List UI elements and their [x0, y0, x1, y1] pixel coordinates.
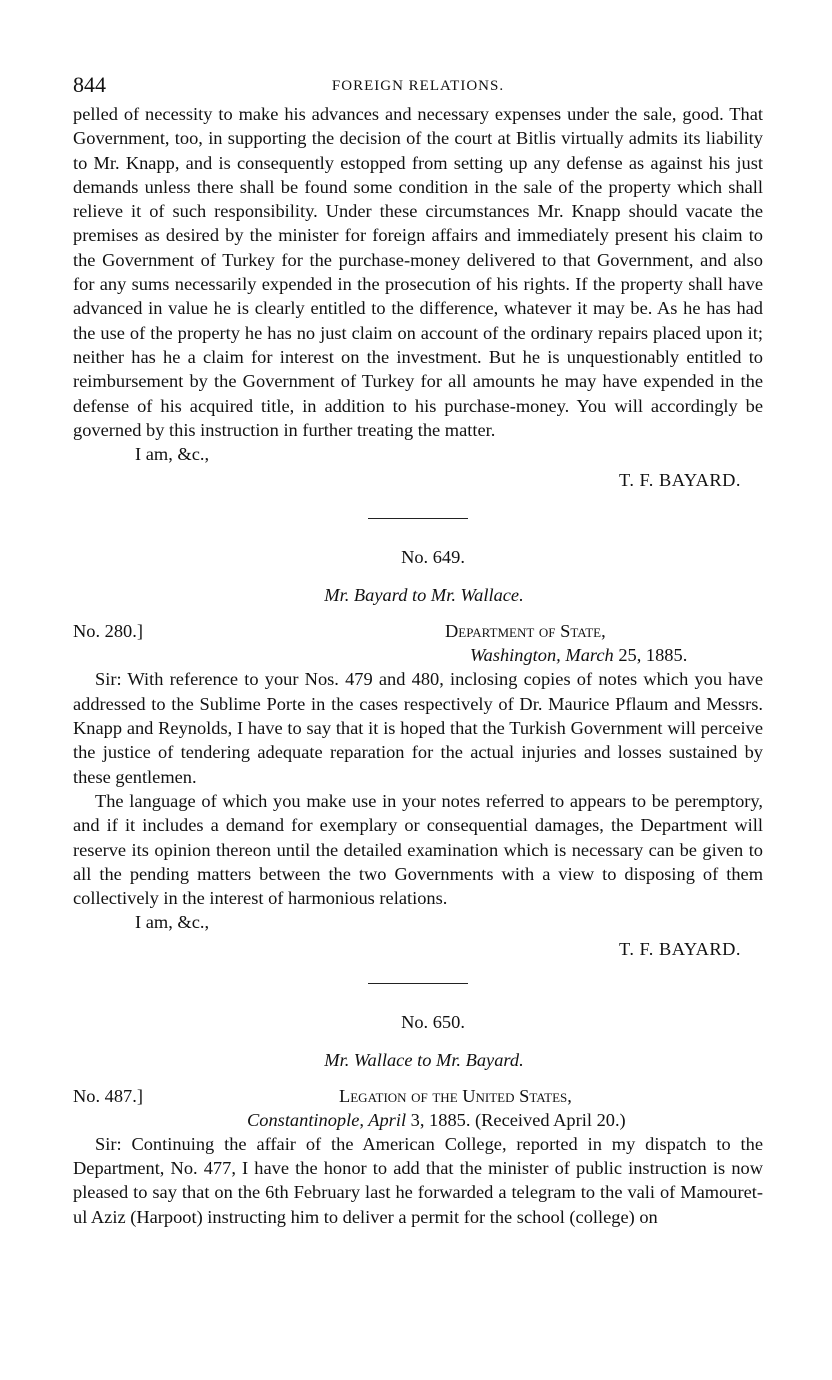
continuation-paragraph: pelled of necessity to make his advances and necessary expenses under the sale, good. That Government, too, in supporting the decision of the court at Bitlis virtually admits its liability to Mr. Knapp, and is consequently estopped from setting up any defense as against his just demands unless there shall be found some condition in the sale of the property which shall relieve it of such responsibility. Under these circumstances Mr. Knapp should vacate the premises as desired by the minister for foreign affairs and immediately present his claim to the Government of Turkey for the purchase-money delivered to that Government, and also for any sums necessarily expended in the prosecution of his rights. If the property shall have advanced in value he is clearly entitled to the difference, whatever it may be. As he has had the use of the property he has no just claim on account of the ordinary repairs placed upon it; neither has he a claim for interest on the investment. But he is unquestionably entitled to reimbursement by the Government of Turkey for all amounts he may have expended in the defense of his acquired title, in addition to his purchase-money. You will accordingly be governed by this instruction in further treating the matter. — [73, 104, 763, 440]
dateline — [73, 1084, 763, 1132]
dispatch-reference: No. 280.] — [73, 621, 143, 642]
document-number: No. 649. — [401, 547, 465, 568]
section-divider — [368, 983, 468, 984]
sender-place: Department of State, — [445, 621, 606, 642]
date-city: Constantinople, April — [247, 1109, 407, 1130]
date-line — [247, 1108, 626, 1132]
running-head — [73, 68, 763, 102]
closing-salutation: I am, &c., — [135, 912, 210, 933]
letter-paragraph: The language of which you make use in your notes referred to appears to be peremptory, and if it includes a demand for exemplary or consequential damages, the Department will reserve its opinion thereon until the detailed examination which is necessary can be given to all the pending matters between the two Governments with a view to disposing of them collectively in the interest of harmonious relations. — [73, 790, 763, 909]
dateline — [73, 619, 763, 667]
dispatch-reference: No. 487.] — [73, 1085, 143, 1106]
letter-paragraph: Sir: Continuing the affair of the American College, reported in my dispatch to the Department, No. 477, I have the honor to add that the minister of public instruction is now pleased to say that on the 6th February last he forwarded a telegram to the vali of Mamouret-ul Aziz (Harpoot) instructing him to deliver a permit for the school (college) on — [73, 1133, 763, 1227]
sender-place: Legation of the United States, — [339, 1085, 572, 1106]
signature: T. F. BAYARD. — [618, 470, 741, 491]
section-divider — [368, 518, 468, 519]
closing-salutation: I am, &c., — [135, 444, 210, 465]
date-city: Washington, March — [470, 645, 614, 666]
document-title: Mr. Wallace to Mr. Bayard. — [324, 1049, 524, 1070]
date-line — [470, 643, 687, 667]
document-title: Mr. Bayard to Mr. Wallace. — [324, 585, 524, 606]
letter-paragraph: Sir: With reference to your Nos. 479 and 480, inclosing copies of notes which you have addressed to the Sublime Porte in the cases respectively of Dr. Maurice Pflaum and Messrs. Knapp and Reynolds, I have to say that it is hoped that the Turkish Government will perceive the justice of tendering adequate reparation for the actual injuries and losses sustained by these gentlemen. — [73, 669, 763, 787]
date-rest: 25, 1885. — [613, 645, 688, 666]
running-title: FOREIGN RELATIONS. — [331, 78, 505, 94]
date-rest: 3, 1885. (Received April 20.) — [406, 1109, 626, 1130]
page-number: 844 — [73, 72, 106, 97]
signature: T. F. BAYARD. — [618, 938, 741, 959]
document-number: No. 650. — [401, 1011, 465, 1032]
document-page — [73, 68, 763, 1229]
